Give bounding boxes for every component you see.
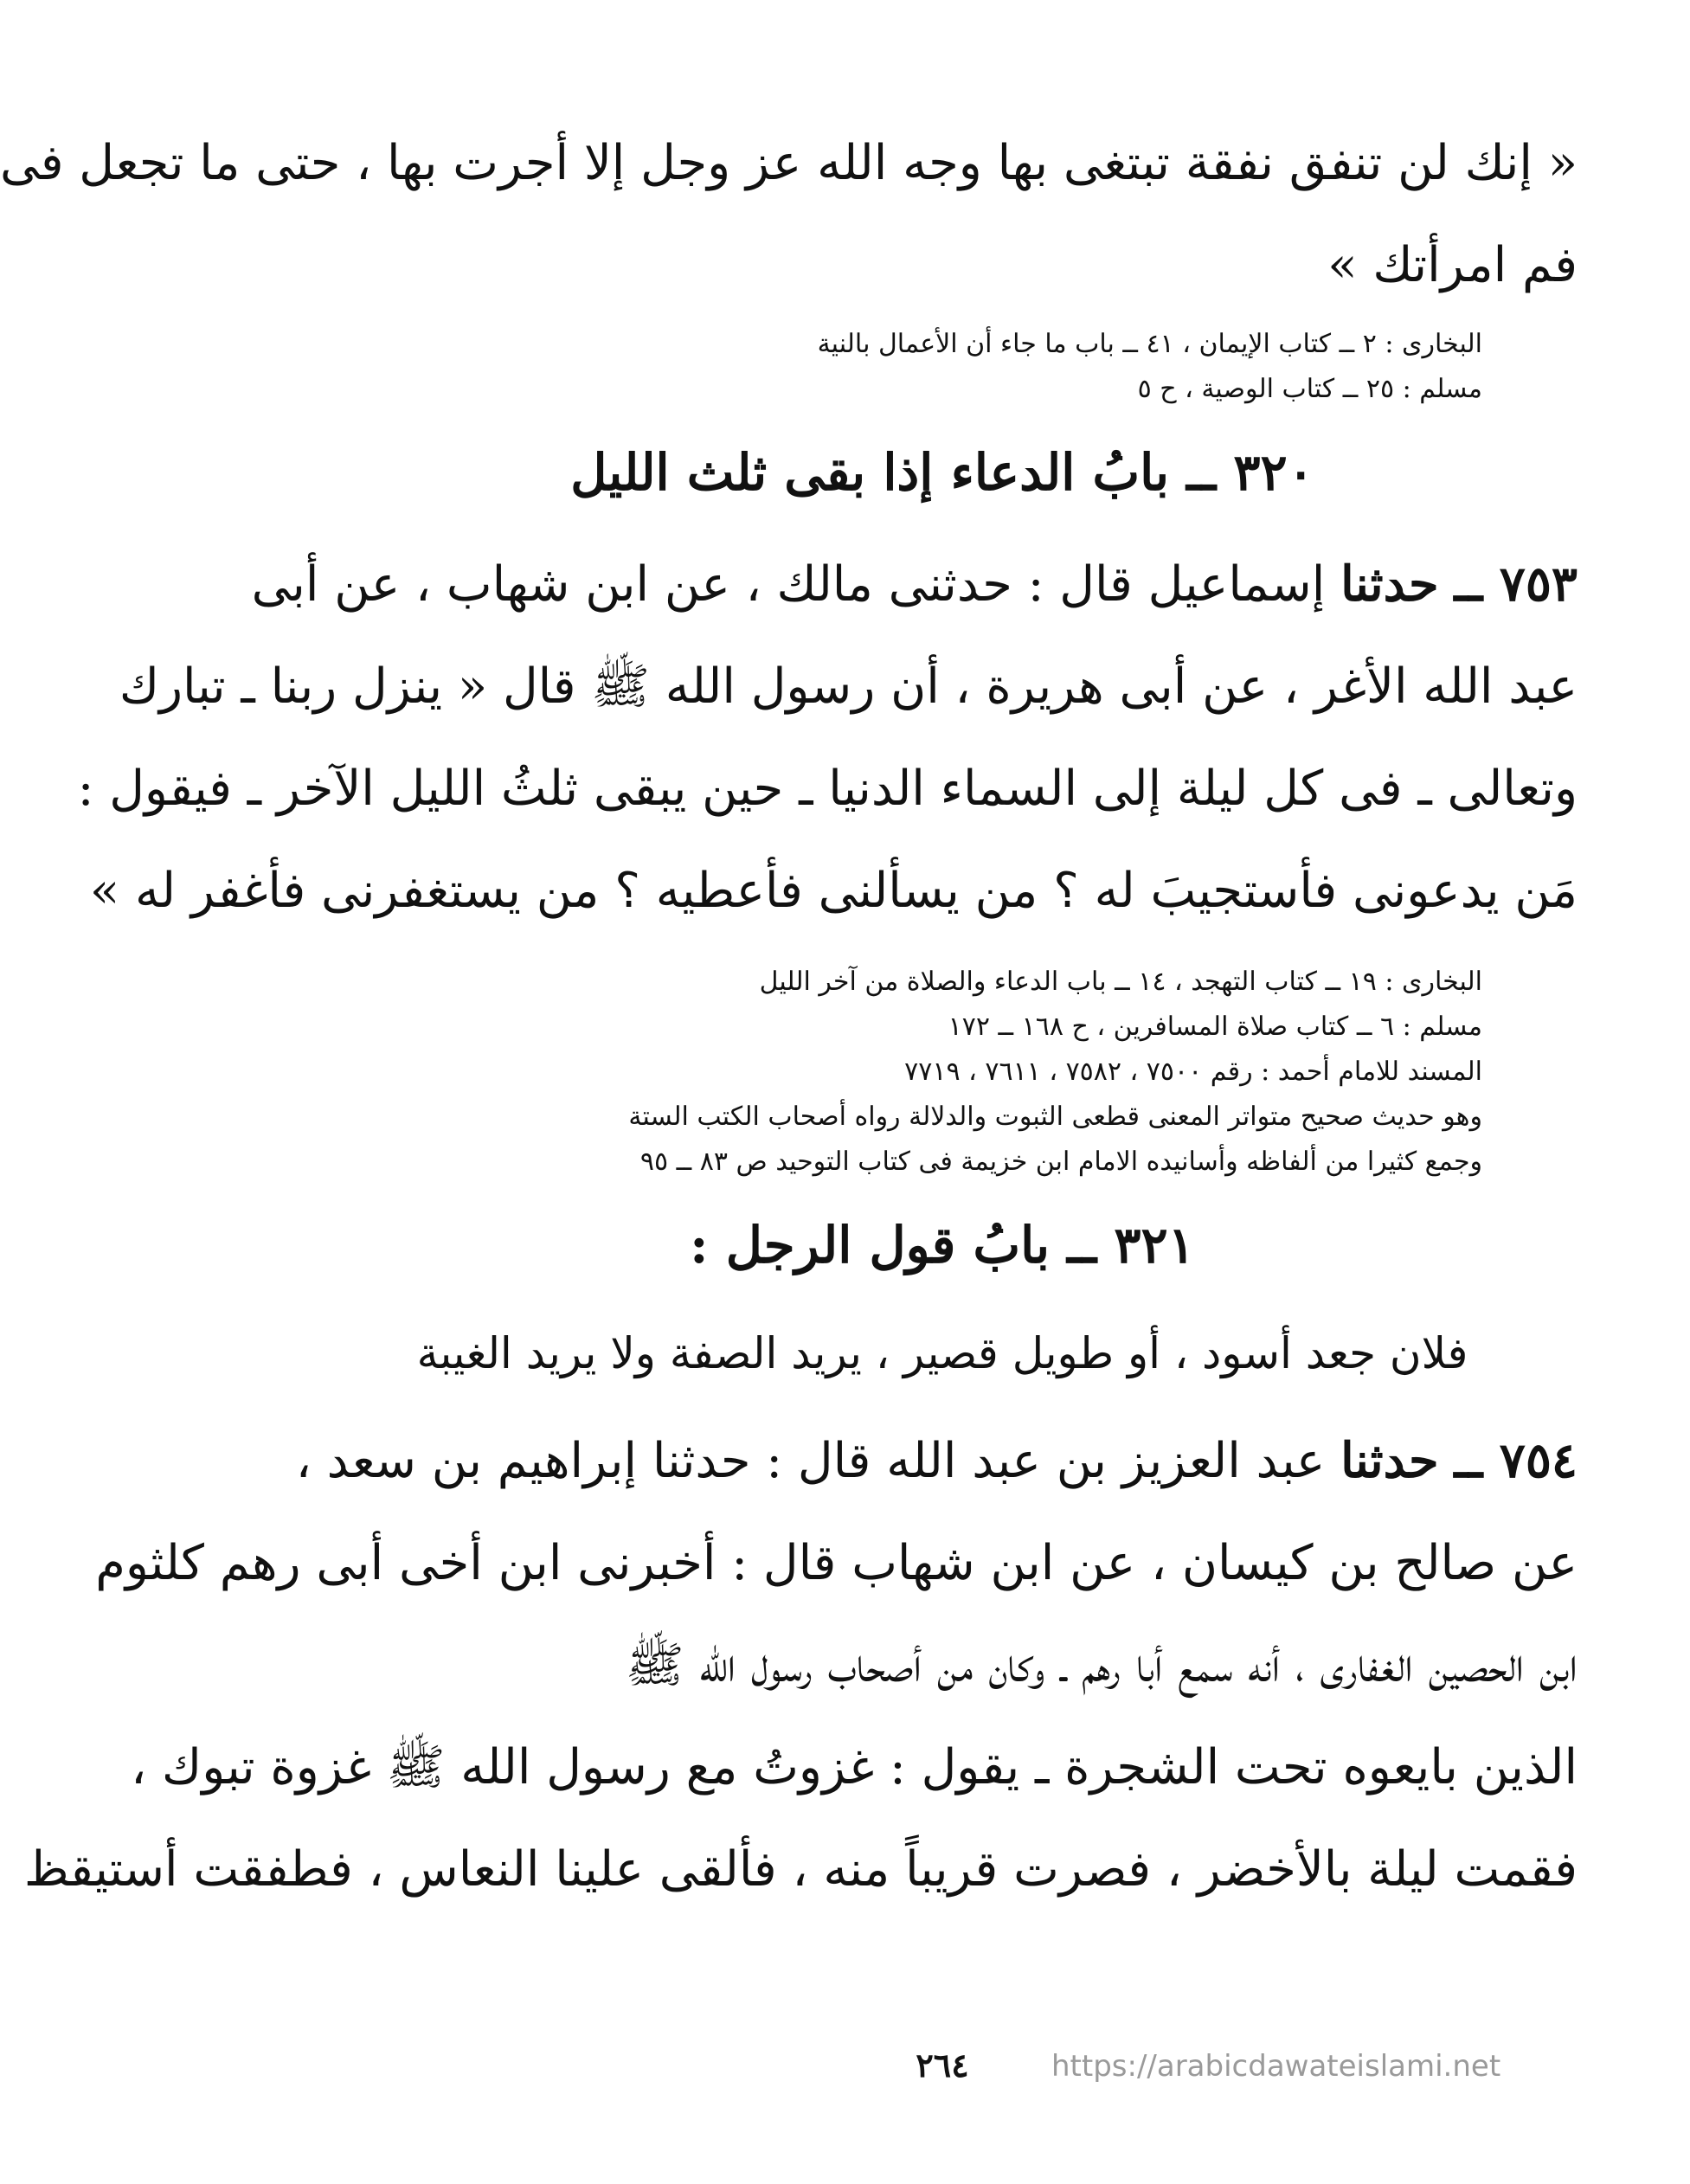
hadith-number: ٧٥٣ ــ — [1454, 556, 1578, 613]
hadith-754 — [23, 1410, 1578, 1921]
chapter-subtitle: فلان جعد أسود ، أو طويل قصير ، يريد الصفة ولا يريد الغيبة — [416, 1328, 1468, 1378]
book-page — [0, 112, 1578, 2115]
reference-line: مسلم : ٢٥ ــ كتاب الوصية ، ح ٥ — [1137, 374, 1482, 404]
source-references — [307, 322, 1578, 412]
chapter-heading-320: ٣٢٠ ــ بابُ الدعاء إذا بقى ثلث الليل — [570, 443, 1314, 502]
text-line — [295, 1410, 1578, 1513]
text-line: عن صالح بن كيسان ، عن ابن شهاب قال : أخبرنى ابن أخى أبى رهم كلثوم — [95, 1535, 1578, 1591]
continuation-text — [0, 112, 1578, 317]
text-line: عبد الله الأغر ، عن أبى هريرة ، أن رسول الله ﷺ قال « ينزل ربنا ـ تبارك — [119, 658, 1578, 715]
text-line: ابن الحصين الغفارى ، أنه سمع أبا رهم ـ وكان من أصحاب رسول الله ﷺ — [625, 1637, 1578, 1693]
text-line: الذين بايعوه تحت الشجرة ـ يقول : غزوتُ مع رسول الله ﷺ غزوة تبوك ، — [131, 1739, 1578, 1795]
hadith-text — [77, 533, 1578, 942]
text-line: وتعالى ـ فى كل ليلة إلى السماء الدنيا ـ حين يبقى ثلثُ الليل الآخر ـ فيقول : — [77, 761, 1578, 817]
text-fragment: عبد العزيز بن عبد الله قال : حدثنا إبراهيم بن سعد ، — [295, 1433, 1326, 1489]
page-number: ٢٦٤ — [916, 2046, 969, 2084]
hadith-753 — [77, 533, 1578, 1185]
reference-line: البخارى : ١٩ ــ كتاب التهجد ، ١٤ ــ باب الدعاء والصلاة من آخر الليل — [759, 967, 1482, 997]
text-fragment: إسماعيل قال : حدثنى مالك ، عن ابن شهاب ، عن أبى — [251, 556, 1326, 613]
watermark-url: https://arabicdawateislami.net — [1051, 2049, 1501, 2084]
reference-line: وجمع كثيرا من ألفاظه وأسانيده الامام ابن خزيمة فى كتاب التوحيد ص ٨٣ ــ ٩٥ — [639, 1147, 1482, 1177]
reference-line: وهو حديث صحيح متواتر المعنى قطعى الثبوت والدلالة رواه أصحاب الكتب الستة — [628, 1102, 1482, 1132]
reference-line: مسلم : ٦ ــ كتاب صلاة المسافرين ، ح ١٦٨ ــ ١٧٢ — [948, 1012, 1482, 1042]
text-line: فم امرأتك » — [1327, 237, 1578, 293]
text-line: فقمت ليلة بالأخضر ، فصرت قريباً منه ، فألقى علينا النعاس ، فطفقت أستيقظ — [23, 1841, 1578, 1898]
hadith-number: ٧٥٤ ــ — [1454, 1432, 1578, 1489]
text-line: مَن يدعونى فأستجيبَ له ؟ من يسألنى فأعطيه ؟ من يستغفرنى فأغفر له » — [89, 863, 1578, 919]
text-line: « إنك لن تنفق نفقة تبتغى بها وجه الله عز وجل إلا أجرت بها ، حتى ما تجعل فى — [0, 135, 1578, 191]
source-references — [307, 960, 1578, 1185]
hadith-lead-word: حدثنا — [1340, 556, 1439, 613]
page-footer — [307, 2037, 1578, 2115]
chapter-heading-321: ٣٢١ ــ بابُ قول الرجل : — [690, 1216, 1195, 1275]
hadith-continuation — [0, 112, 1578, 412]
reference-line: المسند للامام أحمد : رقم ٧٥٠٠ ، ٧٥٨٢ ، ٧٦١١ ، ٧٧١٩ — [904, 1057, 1482, 1087]
text-line — [251, 533, 1578, 636]
hadith-text — [23, 1410, 1578, 1921]
hadith-lead-word: حدثنا — [1340, 1432, 1439, 1489]
reference-line: البخارى : ٢ ــ كتاب الإيمان ، ٤١ ــ باب ما جاء أن الأعمال بالنية — [817, 329, 1482, 359]
